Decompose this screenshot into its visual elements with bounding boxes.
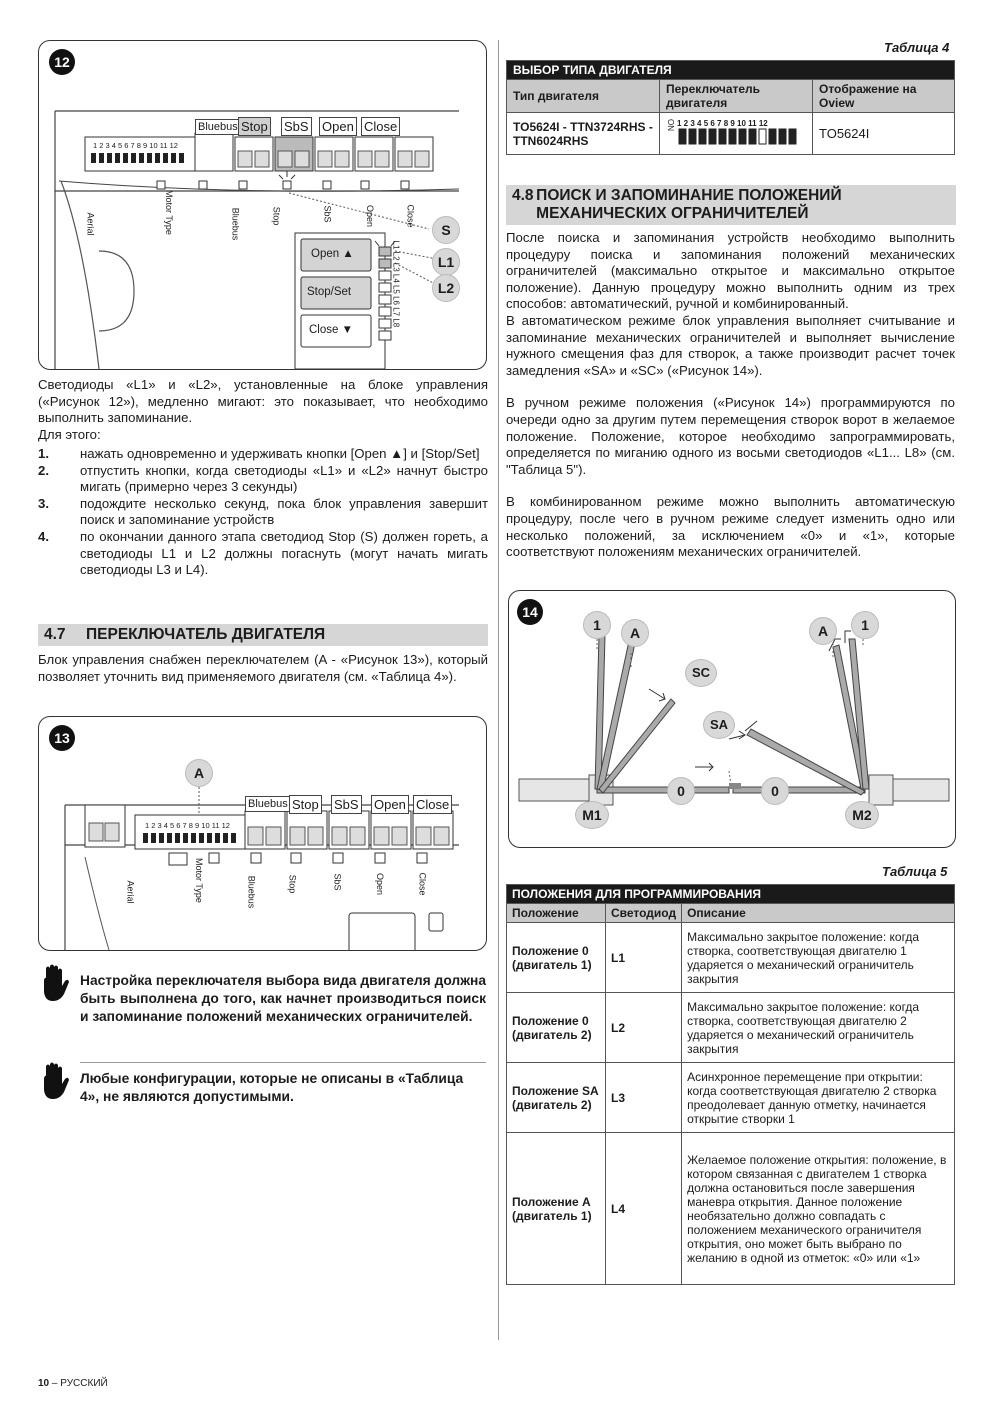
fig13-bottom-labels: [119, 858, 459, 927]
fig13-label-stop: Stop: [287, 874, 298, 894]
sec48-paragraph-2: В автоматическом режиме блок управления выполняет считывание и запоминание механических ограничителей и выполняет вычисление нужного смещения фаз для створок, а также производит расчет точек замедления «SA» и «SC» («Рисунок 14»).: [506, 312, 955, 378]
fig13-label-open: Open: [375, 872, 386, 896]
fig14-label-0-right: 0: [761, 777, 789, 805]
fig12-label-open: Open: [365, 204, 376, 228]
table-row: Положение 0 (двигатель 2) L2 Максимально закрытое положение: когда створка, соответствующая двигателю 2 ударяется о механический ограничитель закрытия: [507, 993, 955, 1063]
fig14-label-m2: M2: [845, 801, 879, 829]
warning-configurations: Любые конфигурации, которые не описаны в «Таблица 4», не являются допустимыми.: [80, 1071, 464, 1104]
fig12-terminal-close: Close: [361, 117, 400, 136]
fig14-label-sc: SC: [685, 659, 717, 687]
fig12-dip-numbers: 1 2 3 4 5 6 7 8 9 10 11 12: [93, 141, 178, 150]
fig12-terminal-sbs: SbS: [281, 117, 312, 136]
hand-icon: [40, 1062, 72, 1105]
table-4-caption: Таблица 4: [884, 40, 950, 55]
table-5-title: ПОЛОЖЕНИЯ ДЛЯ ПРОГРАММИРОВАНИЯ: [507, 885, 955, 904]
table-5: [506, 884, 955, 1285]
section-4-7-number: 4.7: [44, 626, 66, 643]
fig12-label-stop: Stop: [271, 206, 282, 226]
fig12-callout-l2: L2: [432, 274, 460, 302]
fig14-label-a-right: A: [809, 617, 837, 645]
fig12-terminal-stop: Stop: [238, 117, 271, 136]
sec48-paragraph-4: В комбинированном режиме можно выполнить автоматическую процедуру, после чего в ручном режиме следует изменить одно или несколько положений, за исключением «0» и «1», которые соответствуют положениям механических ограничителей.: [506, 494, 955, 560]
fig12-button-close: Close ▼: [309, 324, 353, 336]
figure-12-number: 12: [49, 49, 75, 75]
figure-13: [38, 716, 487, 951]
table-4-title: ВЫБОР ТИПА ДВИГАТЕЛЯ: [507, 61, 955, 80]
fig12-terminal-bluebus: Bluebus: [195, 119, 241, 135]
fig12-button-open: Open ▲: [311, 248, 354, 260]
step-item: 4. по окончании данного этапа светодиод Stop (S) должен гореть, а светодиоды L1 и L2 должны погаснуть (могут начать мигать светодиоды L3 и L4).: [38, 528, 488, 578]
table-row: Положение A (двигатель 1) L4 Желаемое положение открытия: положение, в котором связанная с двигателем 1 створка должна остановиться после завершения маневра открытия. Данное положение необязательно должно совпадать с положением механического ограничителя открытия, оно может быть выбрано по желанию в одной из отметок: «0» или «1»: [507, 1133, 955, 1285]
fig14-label-a-left: A: [621, 619, 649, 647]
figure-14: [508, 590, 956, 848]
sec48-paragraph-3: В ручном режиме положения («Рисунок 14») программируются по очереди одно за другим путем перемещения створок ворот в желаемое положение. Положение, которое необходимо запрограммировать, определяется по миганию одного из восьми светодиодов «L1... L8» (см. "Таблица 5").: [506, 395, 955, 477]
table-row: Положение 0 (двигатель 1) L1 Максимально закрытое положение: когда створка, соответствующая двигателю 1 ударяется о механический ограничитель закрытия: [507, 923, 955, 993]
fig12-label-aerial: Aerial: [85, 212, 96, 236]
fig13-terminal-close: Close: [413, 795, 452, 814]
column-divider: [498, 40, 499, 1340]
table-4-oview: TO5624I: [813, 113, 955, 155]
intro-paragraph: Светодиоды «L1» и «L2», установленные на блоке управления («Рисунок 12»), медленно мигают: это показывает, что необходимо выполнить запоминание.: [38, 377, 488, 426]
fig12-label-bluebus: Bluebus: [230, 207, 241, 241]
fig14-label-m1: M1: [575, 801, 609, 829]
table-4-header: Тип двигателя: [507, 80, 660, 113]
section-4-8-number: 4.8: [512, 187, 534, 204]
dip-numbers: 1 2 3 4 5 6 7 8 9 10 11 12: [677, 118, 768, 128]
fig13-label-sbs: SbS: [332, 873, 343, 891]
step-item: 1. нажать одновременно и удерживать кнопки [Open ▲] и [Stop/Set]: [38, 446, 480, 461]
figure-12: [38, 40, 487, 370]
fig14-label-sa: SA: [703, 711, 735, 739]
section-4-8-text: [506, 230, 955, 561]
fig13-callout-a: A: [185, 759, 213, 787]
fig13-dip-numbers: 1 2 3 4 5 6 7 8 9 10 11 12: [145, 821, 230, 830]
table-5-header: Светодиод: [606, 904, 682, 923]
fig14-label-1-left: 1: [583, 611, 611, 639]
table-4-dip-switch: [660, 113, 813, 155]
fig12-label-motor-type: Motor Type: [164, 190, 174, 235]
fig14-label-1-right: 1: [851, 611, 879, 639]
left-intro: [38, 377, 488, 443]
warning-motor-switch: Настройка переключателя выбора вида двигателя должна быть выполнена до того, как начнет производиться поиск и запоминание положений механических ограничителей.: [80, 973, 486, 1024]
section-4-7-paragraph: Блок управления снабжен переключателем (A - «Рисунок 13»), который позволяет уточнить вид применяемого двигателя (см. «Таблица 4»).: [38, 652, 488, 684]
intro-for-this: Для этого:: [38, 426, 101, 442]
fig13-label-motor-type: Motor Type: [194, 858, 204, 903]
fig12-terminal-open: Open: [319, 117, 357, 136]
page-number: 10: [38, 1378, 50, 1389]
fig13-terminal-bluebus: Bluebus: [245, 796, 291, 812]
page-footer: [38, 1378, 108, 1389]
sec48-paragraph-1: После поиска и запоминания устройств необходимо выполнить процедуру поиска и запоминания положений механических ограничителей (максимально открытое и максимально открытое положение). Данную процедуру можно выполнить одним из трех способов: автоматический, ручной и комбинированный.: [506, 230, 955, 312]
fig13-label-close: Close: [417, 872, 428, 896]
table-4-header: Отображение на Oview: [813, 80, 955, 113]
table-4-motor-type: TO5624I - TTN3724RHS - TTN6024RHS: [507, 113, 660, 155]
warn-divider: [80, 1062, 486, 1063]
table-4: [506, 60, 955, 155]
figure-13-number: 13: [49, 725, 75, 751]
figure-14-number: 14: [517, 599, 543, 625]
table-row: Положение SA (двигатель 2) L3 Асинхронное перемещение при открытии: когда соответствующая двигателю 2 створка преодолевает данную отметку, начинается открытие створки 1: [507, 1063, 955, 1133]
hand-icon: [40, 964, 72, 1007]
section-4-7-title: ПЕРЕКЛЮЧАТЕЛЬ ДВИГАТЕЛЯ: [86, 626, 326, 643]
fig12-label-close: Close: [405, 204, 416, 228]
table-5-caption: Таблица 5: [882, 864, 948, 879]
page-language: – РУССКИЙ: [51, 1378, 108, 1389]
section-4-7-heading: [38, 624, 488, 646]
section-4-8-title: ПОИСК И ЗАПОМИНАНИЕ ПОЛОЖЕНИЙ МЕХАНИЧЕСКИХ ОГРАНИЧИТЕЛЕЙ: [536, 187, 842, 222]
steps-list: [38, 446, 488, 579]
fig13-label-aerial: Aerial: [125, 880, 136, 904]
fig13-terminal-stop: Stop: [289, 795, 322, 814]
table-5-header: Описание: [682, 904, 955, 923]
fig12-label-sbs: SbS: [322, 205, 333, 223]
fig13-terminal-open: Open: [371, 795, 409, 814]
step-item: 3. подождите несколько секунд, пока блок управления завершит поиск и запоминание устройств: [38, 495, 488, 528]
dip-on-label: ON: [666, 118, 675, 131]
fig14-label-0-left: 0: [667, 777, 695, 805]
step-item: 2. отпустить кнопки, когда светодиоды «L1» и «L2» начнут быстро мигать (примерно через 3 секунды): [38, 462, 488, 495]
table-5-header: Положение: [507, 904, 606, 923]
dip-switch-graphic: [677, 128, 797, 146]
section-4-8-heading: [506, 185, 956, 225]
fig12-button-stop-set: Stop/Set: [307, 286, 352, 298]
fig13-label-bluebus: Bluebus: [246, 875, 257, 909]
fig13-terminal-sbs: SbS: [331, 795, 362, 814]
fig12-callout-s: S: [432, 216, 460, 244]
table-4-header: Переключатель двигателя: [660, 80, 813, 113]
fig12-callout-l1: L1: [432, 248, 460, 276]
fig12-led-labels: L1 L2 L3 L4 L5 L6 L7 L8: [391, 240, 401, 328]
